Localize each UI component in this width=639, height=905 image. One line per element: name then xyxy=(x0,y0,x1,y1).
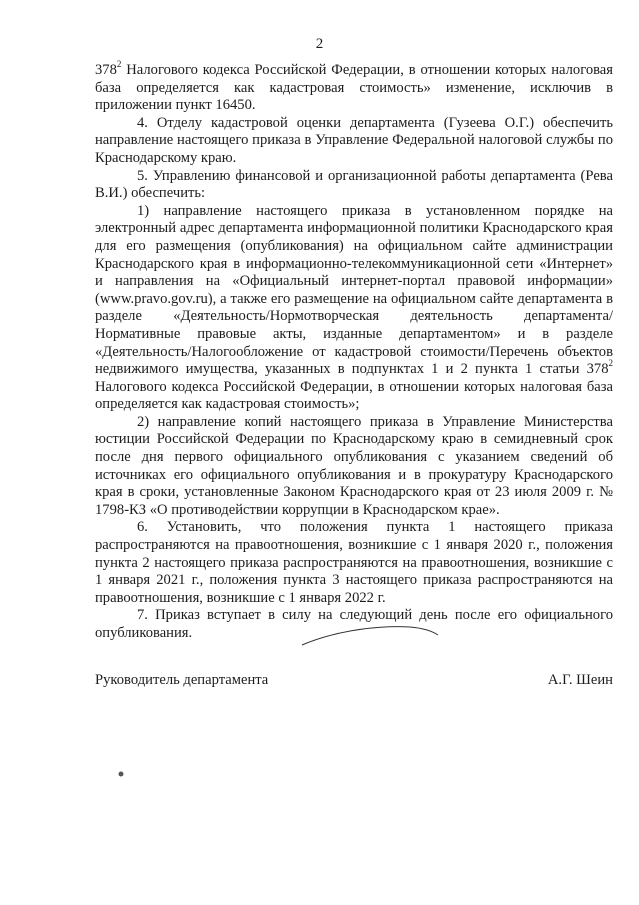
signature-block xyxy=(95,672,613,689)
paragraph-continuation: $378^2$ Налогового кодекса Российской Федерации, в отношении которых налоговая база определяется как кадастровая стоимость» изменение, исключив в приложении пункт 16450. xyxy=(95,59,613,114)
subitem-5-1: 1) направление настоящего приказа в установленном порядке на электронный адрес департамента информационной политики Краснодарского края для его размещения (опубликования) на официальном сайте администрации Краснодарского края в информационно-телекоммуникационной сети «Интернет» и направления на «Официальный интернет-портал правовой информации» (www.pravo.gov.ru), а также его размещение на официальном сайте департамента в разделе «Деятельность/Нормотворческая деятельность департамента/Нормативные правовые акты, изданные департаментом» и в разделе «Деятельность/Налогообложение от кадастровой стоимости/Перечень объектов недвижимого имущества, указанных в подпунктах 1 и 2 пункта 1 статьи $378^2$ Налогового кодекса Российской Федерации, в отношении которых налоговая база определяется как кадастровая стоимость»; xyxy=(95,202,613,413)
paragraph-item-5: 5. Управлению финансовой и организационной работы департамента (Рева В.И.) обеспечить: xyxy=(95,167,613,202)
paragraph-item-4: 4. Отделу кадастровой оценки департамента (Гузеева О.Г.) обеспечить направление настоящего приказа в Управление Федеральной налоговой службы по Краснодарскому краю. xyxy=(95,114,613,166)
paragraph-item-6: 6. Установить, что положения пункта 1 настоящего приказа распространяются на правоотношения, возникшие с 1 января 2020 г., положения пункта 2 настоящего приказа распространяются на правоотношения, возникшие с 1 января 2021 г., положения пункта 3 настоящего приказа распространяются на правоотношения, возникшие с 1 января 2022 г. xyxy=(95,519,613,606)
signatory-name: А.Г. Шеин xyxy=(547,672,613,688)
document-body xyxy=(95,59,613,643)
ink-dot xyxy=(117,770,125,778)
subitem-5-2: 2) направление копий настоящего приказа в Управление Министерства юстиции Российской Федерации по Краснодарскому краю в семидневный срок после дня первого официального опубликования с указанием сведений об источниках его официального опубликования и в прокуратуру Краснодарского края в сроки, установленные Законом Краснодарского края от 23 июля 2009 г. № 1798-КЗ «О противодействии коррупции в Краснодарском крае». xyxy=(95,413,613,518)
page-number: 2 xyxy=(315,36,324,52)
signatory-position: Руководитель департамента xyxy=(95,672,269,688)
signature-mark xyxy=(300,615,440,655)
paragraph-item-7: 7. Приказ вступает в силу на следующий день после его официального опубликования. xyxy=(95,607,613,641)
